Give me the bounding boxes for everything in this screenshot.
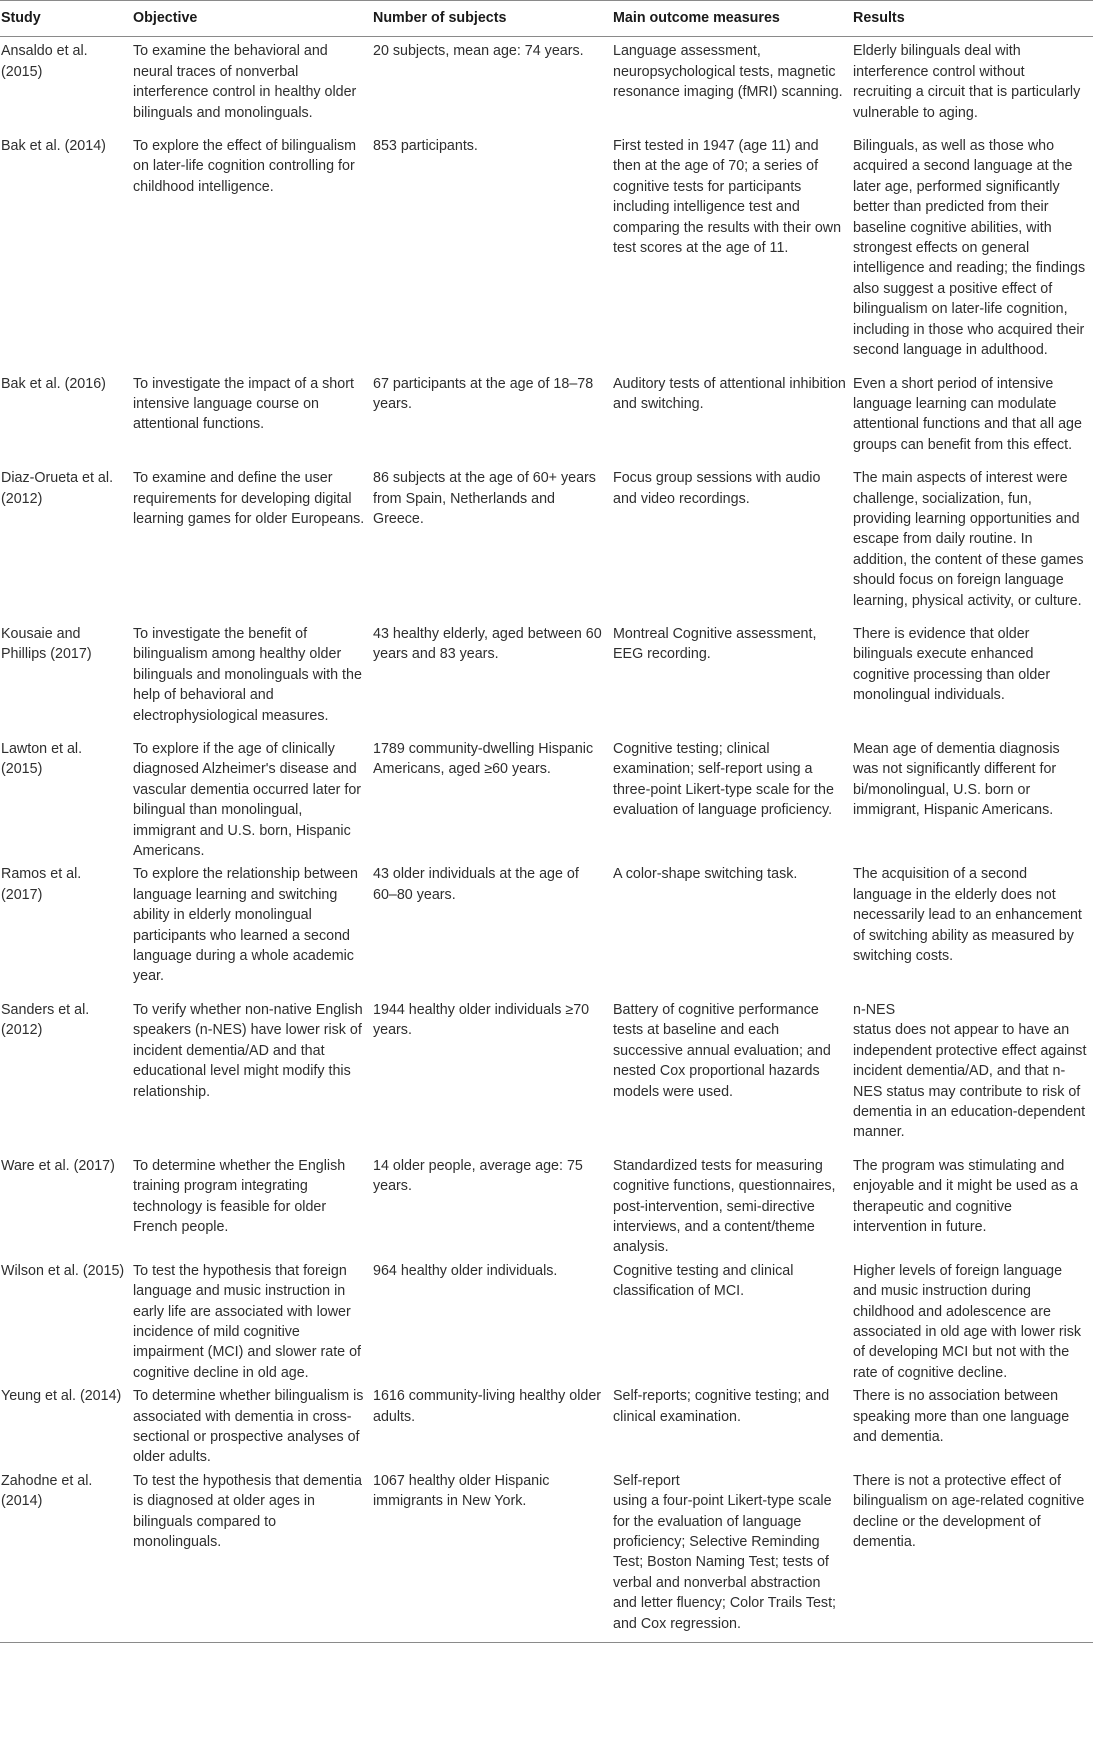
cell-objective: To determine whether bilingualism is associated with dementia in cross-sectional or prospective analyses of older adults. (133, 1388, 364, 1466)
cell-subjects: 43 healthy elderly, aged between 60 years and 83 years. (373, 625, 602, 663)
table-row (0, 623, 1093, 738)
header-objective: Objective (132, 1, 372, 37)
header-results: Results (852, 1, 1093, 37)
cell-results: There is not a protective effect of bilingualism on age-related cognitive decline or the development of dementia. (852, 1470, 1093, 1643)
cell-subjects: 43 older individuals at the age of 60–80 years. (373, 866, 579, 903)
cell-measures: Standardized tests for measuring cognitive functions, questionnaires, post-intervention, semi-directive interviews, and a content/theme analysis. (613, 1157, 836, 1256)
cell-study: Bak et al. (2014) (1, 138, 106, 155)
cell-study: Sanders et al. (2012) (1, 1001, 90, 1039)
header-subjects: Number of subjects (372, 1, 612, 37)
table-row (0, 1385, 1093, 1470)
cell-study: Diaz-Orueta et al. (2012) (1, 470, 114, 507)
table-header (0, 1, 1093, 37)
cell-measures: Cognitive testing; clinical examination; self-report using a three-point Likert-type scale for the evaluation of language proficiency. (613, 741, 834, 819)
cell-results: Higher levels of foreign language and music instruction during childhood and adolescence are associated in old age with lower risk of developing MCI but not with the rate of cognitive decline. (853, 1262, 1082, 1381)
cell-results: Bilinguals, as well as those who acquired a second language at the later age, performed significantly better than predicted from their baseline cognitive abilities, with strongest effects on general intelligence and reading; the findings also suggest a positive effect of bilingualism on later-life cognition, including in those who acquired their second language in adulthood. (853, 138, 1086, 359)
cell-subjects: 1616 community-living healthy older adults. (373, 1388, 602, 1425)
cell-results-text: status does not appear to have an independent protective effect against incident dementia/AD, and that n-NES status may contribute to risk of dementia in an education-dependent manner. (853, 1022, 1087, 1141)
cell-subjects: 67 participants at the age of 18–78 years. (373, 375, 594, 412)
cell-results (852, 999, 1093, 1155)
cell-measures: Battery of cognitive performance tests at baseline and each successive annual evaluation; and nested Cox proportional hazards models were used. (613, 1001, 831, 1100)
cell-study: Zahodne et al. (2014) (0, 1470, 132, 1643)
table-row (0, 863, 1093, 998)
cell-results: Elderly bilinguals deal with interference control without recruiting a circuit that is particularly vulnerable to aging. (853, 43, 1081, 121)
cell-results: There is no association between speaking more than one language and dementia. (853, 1388, 1070, 1445)
header-study: Study (0, 1, 132, 37)
table-row (0, 467, 1093, 623)
cell-results: There is evidence that older bilinguals execute enhanced cognitive processing than older monolingual individuals. (853, 625, 1051, 704)
header-measures: Main outcome measures (612, 1, 852, 37)
cell-subjects: 964 healthy older individuals. (373, 1262, 558, 1279)
cell-study: Yeung et al. (2014) (1, 1388, 122, 1405)
cell-measures: Auditory tests of attentional inhibition and switching. (613, 375, 846, 412)
table-row (0, 738, 1093, 863)
table-body (0, 37, 1093, 1643)
cell-objective: To investigate the benefit of bilingualism among healthy older bilinguals and monolinguals with the help of behavioral and electrophysiological measures. (133, 625, 362, 724)
cell-subjects: 14 older people, average age: 75 years. (373, 1157, 583, 1195)
cell-measures: First tested in 1947 (age 11) and then at the age of 70; a series of cognitive tests for participants including intelligence test and comparing the results with their own test scores at the age of 11. (613, 138, 842, 257)
cell-subjects: 853 participants. (373, 138, 478, 155)
cell-results-label: n-NES (853, 1001, 896, 1018)
cell-objective: To determine whether the English training program integrating technology is feasible for older French people. (133, 1157, 346, 1235)
cell-results: The program was stimulating and enjoyable and it might be used as a therapeutic and cognitive intervention in future. (853, 1157, 1078, 1235)
cell-subjects: 1789 community-dwelling Hispanic Americans, aged ≥60 years. (373, 741, 594, 778)
table-row (0, 373, 1093, 468)
cell-results: Even a short period of intensive language learning can modulate attentional functions and that all age groups can benefit from this effect. (853, 375, 1082, 453)
cell-measures: A color-shape switching task. (613, 866, 798, 883)
cell-objective: To verify whether non-native English speakers (n-NES) have lower risk of incident dementia/AD and that educational level might modify this relationship. (133, 1001, 363, 1100)
cell-subjects: 1944 healthy older individuals ≥70 years. (373, 1001, 590, 1039)
table-row (0, 135, 1093, 372)
cell-objective: To examine the behavioral and neural traces of nonverbal interference control in healthy older bilinguals and monolinguals. (133, 43, 357, 121)
cell-study: Ansaldo et al. (2015) (1, 43, 88, 80)
cell-subjects: 20 subjects, mean age: 74 years. (373, 43, 584, 60)
cell-measures-text: using a four-point Likert-type scale for the evaluation of language proficiency; Selective Reminding Test; Boston Naming Test; tests of verbal and nonverbal abstraction and letter fluency; Color Trails Test; and Cox regression. (613, 1493, 837, 1632)
cell-study: Lawton et al. (2015) (1, 741, 83, 778)
cell-results: The acquisition of a second language in the elderly does not necessarily lead to an enhancement of switching ability as measured by switching costs. (853, 866, 1082, 965)
cell-objective: To test the hypothesis that dementia is diagnosed at older ages in bilinguals compared to monolinguals. (132, 1470, 372, 1643)
cell-study: Kousaie and Phillips (2017) (1, 625, 92, 663)
cell-objective: To test the hypothesis that foreign language and music instruction in early life are associated with lower incidence of mild cognitive impairment (MCI) and slower rate of cognitive decline in old age. (133, 1262, 362, 1381)
cell-objective: To explore the relationship between language learning and switching ability in elderly monolingual participants who learned a second language during a whole academic year. (133, 866, 358, 985)
cell-measures-label: Self-report (613, 1472, 680, 1489)
cell-study: Ware et al. (2017) (1, 1157, 115, 1174)
cell-objective: To investigate the impact of a short intensive language course on attentional functions. (133, 375, 354, 433)
cell-objective: To explore the effect of bilingualism on later-life cognition controlling for childhood intelligence. (133, 138, 357, 195)
cell-measures (612, 1470, 852, 1643)
cell-measures: Montreal Cognitive assessment, EEG recording. (613, 625, 817, 663)
table-row (0, 999, 1093, 1155)
cell-measures: Self-reports; cognitive testing; and clinical examination. (613, 1388, 830, 1425)
header-row (0, 1, 1093, 37)
cell-study: Ramos et al. (2017) (1, 866, 82, 903)
table-row (0, 1260, 1093, 1385)
cell-measures: Focus group sessions with audio and video recordings. (613, 470, 821, 507)
cell-subjects: 86 subjects at the age of 60+ years from Spain, Netherlands and Greece. (373, 470, 596, 527)
cell-objective: To explore if the age of clinically diagnosed Alzheimer's disease and vascular dementia occurred later for bilingual than monolingual, immigrant and U.S. born, Hispanic Americans. (133, 741, 362, 860)
cell-study: Wilson et al. (2015) (1, 1262, 125, 1279)
table-row (0, 1155, 1093, 1260)
cell-results: Mean age of dementia diagnosis was not significantly different for bi/monolingual, U.S. born or immigrant, Hispanic Americans. (853, 741, 1060, 819)
cell-measures: Language assessment, neuropsychological tests, magnetic resonance imaging (fMRI) scanning. (613, 43, 843, 101)
cell-measures: Cognitive testing and clinical classification of MCI. (613, 1262, 794, 1300)
cell-results: The main aspects of interest were challenge, socialization, fun, providing learning opportunities and escape from daily routine. In addition, the content of these games should focus on foreign language learning, physical activity, or culture. (853, 470, 1084, 609)
cell-study: Bak et al. (2016) (1, 375, 106, 392)
cell-objective: To examine and define the user requirements for developing digital learning games for older Europeans. (133, 470, 365, 527)
cell-subjects: 1067 healthy older Hispanic immigrants in New York. (372, 1470, 612, 1643)
table-row (0, 37, 1093, 135)
table-row (0, 1470, 1093, 1643)
